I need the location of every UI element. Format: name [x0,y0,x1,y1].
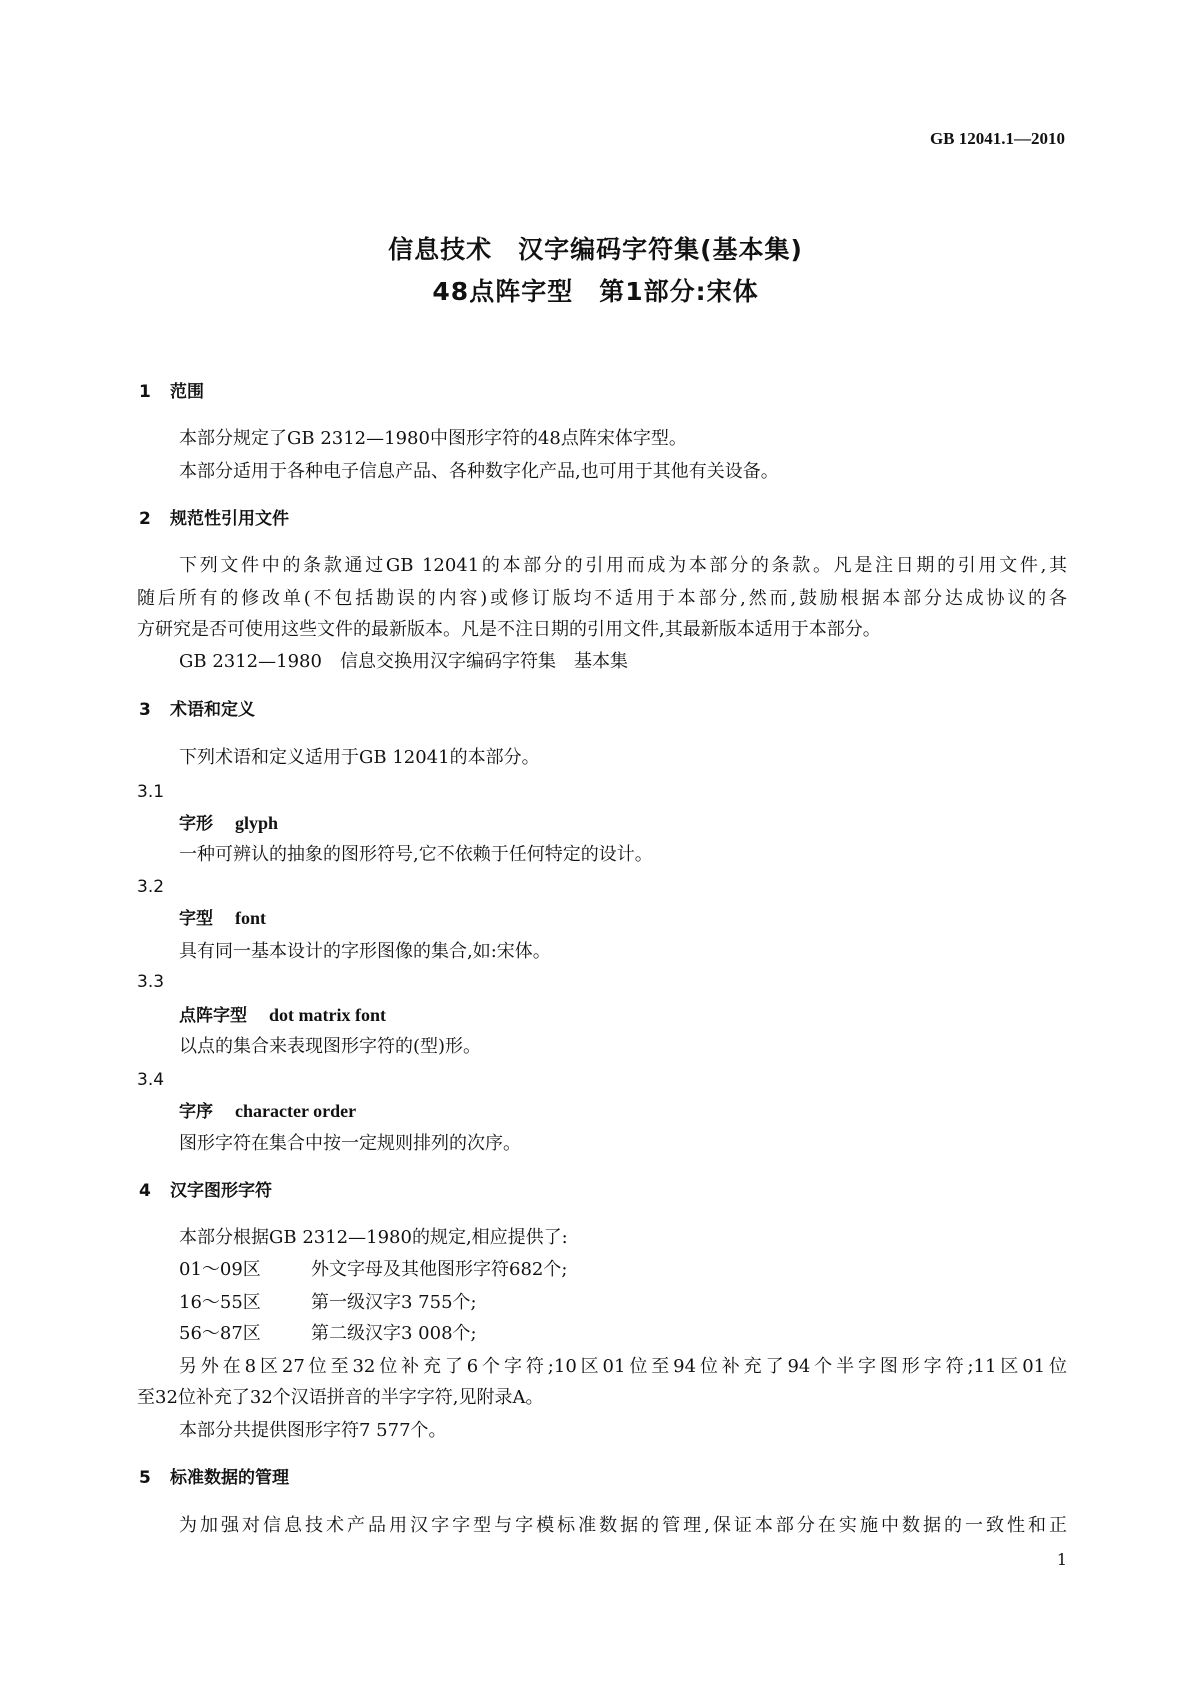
section-1-heading: 范围 [170,382,204,402]
section-5-heading: 标准数据的管理 [170,1468,289,1488]
page-number: 1 [1056,1550,1067,1569]
term-en: font [235,908,266,928]
paragraph: 本部分适用于各种电子信息产品、各种数字化产品,也可用于其他有关设备。 [179,461,779,482]
section-4-heading: 汉字图形字符 [170,1181,272,1201]
term-heading [179,906,266,931]
paragraph: 本部分规定了GB 2312—1980中图形字符的48点阵宋体字型。 [179,428,687,449]
paragraph: 下列术语和定义适用于GB 12041的本部分。 [179,747,540,768]
section-2-number: 2 [139,509,151,529]
section-4-number: 4 [139,1181,151,1201]
term-heading [179,1003,386,1028]
paragraph-line: 随后所有的修改单(不包括勘误的内容)或修订版均不适用于本部分,然而,鼓励根据本部分达成协议的各 [137,588,1067,609]
normative-reference: GB 2312—1980 信息交换用汉字编码字符集 基本集 [179,651,628,672]
term-definition: 一种可辨认的抽象的图形符号,它不依赖于任何特定的设计。 [179,844,653,865]
paragraph-line: 至32位补充了32个汉语拼音的半字字符,见附录A。 [137,1387,544,1408]
term-number: 3.3 [137,972,165,992]
term-number: 3.2 [137,877,165,897]
paragraph-line: 下列文件中的条款通过GB 12041的本部分的引用而成为本部分的条款。凡是注日期的引用文件,其 [179,555,1067,576]
zone-range: 16～55区 [179,1292,261,1313]
section-3-number: 3 [139,700,151,720]
zone-range: 01～09区 [179,1259,261,1280]
title-line-2: 48点阵字型 第1部分:宋体 [432,277,759,306]
zone-range: 56～87区 [179,1323,261,1344]
term-definition: 具有同一基本设计的字形图像的集合,如:宋体。 [179,941,551,962]
term-number: 3.1 [137,782,165,802]
zone-description: 第二级汉字3 008个; [311,1323,477,1344]
term-definition: 图形字符在集合中按一定规则排列的次序。 [179,1133,521,1154]
term-zh: 点阵字型 [179,1006,247,1026]
title-line-1: 信息技术 汉字编码字符集(基本集) [388,235,803,264]
document-number: GB 12041.1—2010 [929,129,1065,148]
term-zh: 字序 [179,1102,213,1122]
term-heading [179,1099,356,1124]
term-en: glyph [235,813,279,833]
paragraph: 本部分根据GB 2312—1980的规定,相应提供了: [179,1227,568,1248]
term-number: 3.4 [137,1070,165,1090]
term-heading [179,811,278,836]
section-5-number: 5 [139,1468,151,1488]
section-3-heading: 术语和定义 [170,700,255,720]
term-en: character order [235,1101,357,1121]
term-zh: 字型 [179,909,213,929]
term-en: dot matrix font [269,1005,386,1025]
zone-description: 第一级汉字3 755个; [311,1292,477,1313]
section-2-heading: 规范性引用文件 [170,509,289,529]
paragraph-line: 方研究是否可使用这些文件的最新版本。凡是不注日期的引用文件,其最新版本适用于本部分。 [137,619,881,640]
paragraph-line: 另外在8区27位至32位补充了6个字符;10区01位至94位补充了94个半字图形字符;11区01位 [179,1356,1067,1377]
paragraph-line: 为加强对信息技术产品用汉字字型与字模标准数据的管理,保证本部分在实施中数据的一致性和正 [179,1515,1067,1536]
term-definition: 以点的集合来表现图形字符的(型)形。 [179,1036,482,1057]
section-1-number: 1 [139,382,151,402]
zone-description: 外文字母及其他图形字符682个; [311,1259,568,1280]
term-zh: 字形 [179,814,213,834]
paragraph: 本部分共提供图形字符7 577个。 [179,1420,447,1441]
